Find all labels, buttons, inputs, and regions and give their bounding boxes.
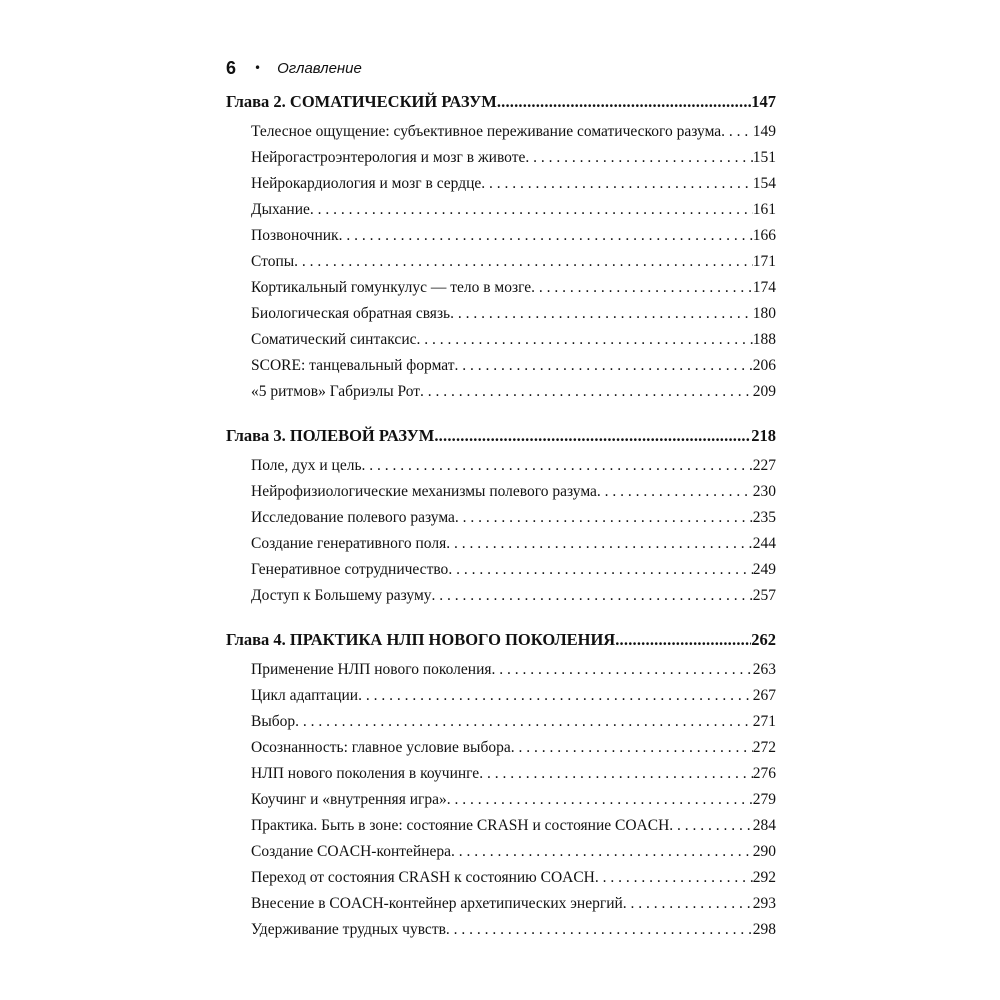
chapter-spacer bbox=[226, 405, 776, 423]
toc-section-entry bbox=[226, 505, 776, 531]
section-title: Поле, дух и цель bbox=[251, 457, 362, 474]
running-title: Оглавление bbox=[277, 59, 362, 77]
dot-leader bbox=[497, 89, 751, 115]
dot-leader bbox=[434, 423, 751, 449]
section-page-number: 174 bbox=[752, 279, 776, 296]
section-page-number: 230 bbox=[752, 483, 776, 500]
section-page-number: 235 bbox=[752, 509, 776, 526]
running-head bbox=[226, 56, 362, 80]
section-page-number: 257 bbox=[752, 587, 776, 604]
section-title: Выбор bbox=[251, 713, 296, 730]
dot-leader bbox=[446, 917, 753, 943]
section-title: Позвоночник bbox=[251, 227, 339, 244]
section-page-number: 166 bbox=[752, 227, 776, 244]
section-title: Создание генеративного поля bbox=[251, 535, 447, 552]
dot-leader bbox=[492, 657, 753, 683]
section-page-number: 149 bbox=[752, 123, 776, 140]
toc-section-entry bbox=[226, 453, 776, 479]
dot-leader bbox=[511, 735, 753, 761]
dot-leader bbox=[417, 327, 753, 353]
dot-leader bbox=[669, 813, 752, 839]
toc-section-entry bbox=[226, 735, 776, 761]
book-page bbox=[226, 0, 776, 1000]
dot-leader bbox=[525, 145, 752, 171]
toc-section-entry bbox=[226, 479, 776, 505]
section-title: Телесное ощущение: субъективное переживание соматического разума bbox=[251, 123, 722, 140]
dot-leader bbox=[481, 171, 752, 197]
chapter-page-number: 147 bbox=[751, 92, 776, 111]
toc-section-entry bbox=[226, 709, 776, 735]
section-title: Биологическая обратная связь bbox=[251, 305, 451, 322]
dot-leader bbox=[721, 119, 753, 145]
dot-leader bbox=[310, 197, 753, 223]
section-page-number: 272 bbox=[752, 739, 776, 756]
section-title: Цикл адаптации bbox=[251, 687, 359, 704]
dot-leader bbox=[451, 839, 753, 865]
dot-leader bbox=[595, 865, 753, 891]
dot-leader bbox=[623, 891, 753, 917]
toc-section-entry bbox=[226, 327, 776, 353]
dot-leader bbox=[450, 301, 753, 327]
section-title: Дыхание bbox=[251, 201, 310, 218]
section-title: Практика. Быть в зоне: состояние CRASH и состояние COACH bbox=[251, 817, 670, 834]
section-title: SCORE: танцевальный формат bbox=[251, 357, 455, 374]
toc-section-entry bbox=[226, 683, 776, 709]
toc-section-entry bbox=[226, 839, 776, 865]
page-number: 6 bbox=[226, 57, 237, 78]
dot-leader bbox=[455, 353, 753, 379]
section-title: Доступ к Большему разуму bbox=[251, 587, 432, 604]
chapter-title: Глава 3. ПОЛЕВОЙ РАЗУМ bbox=[226, 426, 435, 445]
toc-section-entry bbox=[226, 119, 776, 145]
dot-leader bbox=[615, 627, 751, 653]
toc-section-entry bbox=[226, 531, 776, 557]
toc-section-entry bbox=[226, 891, 776, 917]
section-page-number: 154 bbox=[752, 175, 776, 192]
section-title: Генеративное сотрудничество bbox=[251, 561, 449, 578]
toc-section-entry bbox=[226, 145, 776, 171]
toc-section-entry bbox=[226, 301, 776, 327]
toc-section-entry bbox=[226, 379, 776, 405]
section-page-number: 188 bbox=[752, 331, 776, 348]
section-page-number: 249 bbox=[752, 561, 776, 578]
toc-chapter-entry bbox=[226, 89, 776, 115]
bullet-separator: • bbox=[254, 61, 262, 75]
dot-leader bbox=[362, 453, 753, 479]
toc-section-entry bbox=[226, 197, 776, 223]
chapter-title: Глава 4. ПРАКТИКА НЛП НОВОГО ПОКОЛЕНИЯ bbox=[226, 630, 616, 649]
section-title: Создание COACH-контейнера bbox=[251, 843, 452, 860]
toc-section-entry bbox=[226, 865, 776, 891]
dot-leader bbox=[479, 761, 753, 787]
toc-section-entry bbox=[226, 657, 776, 683]
toc-chapter-entry bbox=[226, 627, 776, 653]
dot-leader bbox=[448, 557, 752, 583]
toc-section-entry bbox=[226, 223, 776, 249]
section-page-number: 267 bbox=[752, 687, 776, 704]
section-title: Внесение в COACH-контейнер архетипических энергий bbox=[251, 895, 623, 912]
section-title: Исследование полевого разума bbox=[251, 509, 455, 526]
dot-leader bbox=[339, 223, 753, 249]
section-page-number: 293 bbox=[752, 895, 776, 912]
table-of-contents bbox=[226, 89, 776, 943]
section-title: Нейрогастроэнтерология и мозг в животе bbox=[251, 149, 526, 166]
toc-section-entry bbox=[226, 249, 776, 275]
dot-leader bbox=[597, 479, 753, 505]
section-title: НЛП нового поколения в коучинге bbox=[251, 765, 480, 782]
dot-leader bbox=[294, 249, 753, 275]
dot-leader bbox=[295, 709, 753, 735]
section-page-number: 271 bbox=[752, 713, 776, 730]
chapter-spacer bbox=[226, 609, 776, 627]
dot-leader bbox=[447, 787, 753, 813]
section-title: Соматический синтаксис bbox=[251, 331, 417, 348]
toc-section-entry bbox=[226, 353, 776, 379]
section-title: Осознанность: главное условие выбора bbox=[251, 739, 511, 756]
dot-leader bbox=[455, 505, 753, 531]
section-title: Коучинг и «внутренняя игра» bbox=[251, 791, 447, 808]
section-page-number: 206 bbox=[752, 357, 776, 374]
dot-leader bbox=[446, 531, 753, 557]
section-page-number: 151 bbox=[752, 149, 776, 166]
toc-section-entry bbox=[226, 761, 776, 787]
section-page-number: 171 bbox=[752, 253, 776, 270]
section-page-number: 279 bbox=[752, 791, 776, 808]
section-page-number: 180 bbox=[752, 305, 776, 322]
toc-section-entry bbox=[226, 557, 776, 583]
dot-leader bbox=[531, 275, 753, 301]
section-title: Нейрокардиология и мозг в сердце bbox=[251, 175, 482, 192]
toc-section-entry bbox=[226, 787, 776, 813]
dot-leader bbox=[358, 683, 753, 709]
chapter-page-number: 218 bbox=[751, 426, 776, 445]
section-page-number: 298 bbox=[752, 921, 776, 938]
section-title: «5 ритмов» Габриэлы Рот bbox=[251, 383, 421, 400]
chapter-page-number: 262 bbox=[751, 630, 776, 649]
toc-chapter-entry bbox=[226, 423, 776, 449]
toc-section-entry bbox=[226, 275, 776, 301]
toc-section-entry bbox=[226, 813, 776, 839]
section-page-number: 244 bbox=[752, 535, 776, 552]
section-page-number: 284 bbox=[752, 817, 776, 834]
section-page-number: 290 bbox=[752, 843, 776, 860]
dot-leader bbox=[420, 379, 753, 405]
section-page-number: 161 bbox=[752, 201, 776, 218]
chapter-title: Глава 2. СОМАТИЧЕСКИЙ РАЗУМ bbox=[226, 92, 497, 111]
toc-section-entry bbox=[226, 917, 776, 943]
section-title: Стопы bbox=[251, 253, 295, 270]
section-title: Удерживание трудных чувств bbox=[251, 921, 446, 938]
section-title: Переход от состояния CRASH к состоянию COACH bbox=[251, 869, 595, 886]
section-page-number: 209 bbox=[752, 383, 776, 400]
section-title: Применение НЛП нового поколения bbox=[251, 661, 492, 678]
section-page-number: 263 bbox=[752, 661, 776, 678]
section-page-number: 276 bbox=[752, 765, 776, 782]
section-title: Кортикальный гомункулус — тело в мозге bbox=[251, 279, 532, 296]
dot-leader bbox=[432, 583, 753, 609]
section-page-number: 227 bbox=[752, 457, 776, 474]
toc-section-entry bbox=[226, 171, 776, 197]
section-title: Нейрофизиологические механизмы полевого разума bbox=[251, 483, 597, 500]
section-page-number: 292 bbox=[752, 869, 776, 886]
toc-section-entry bbox=[226, 583, 776, 609]
